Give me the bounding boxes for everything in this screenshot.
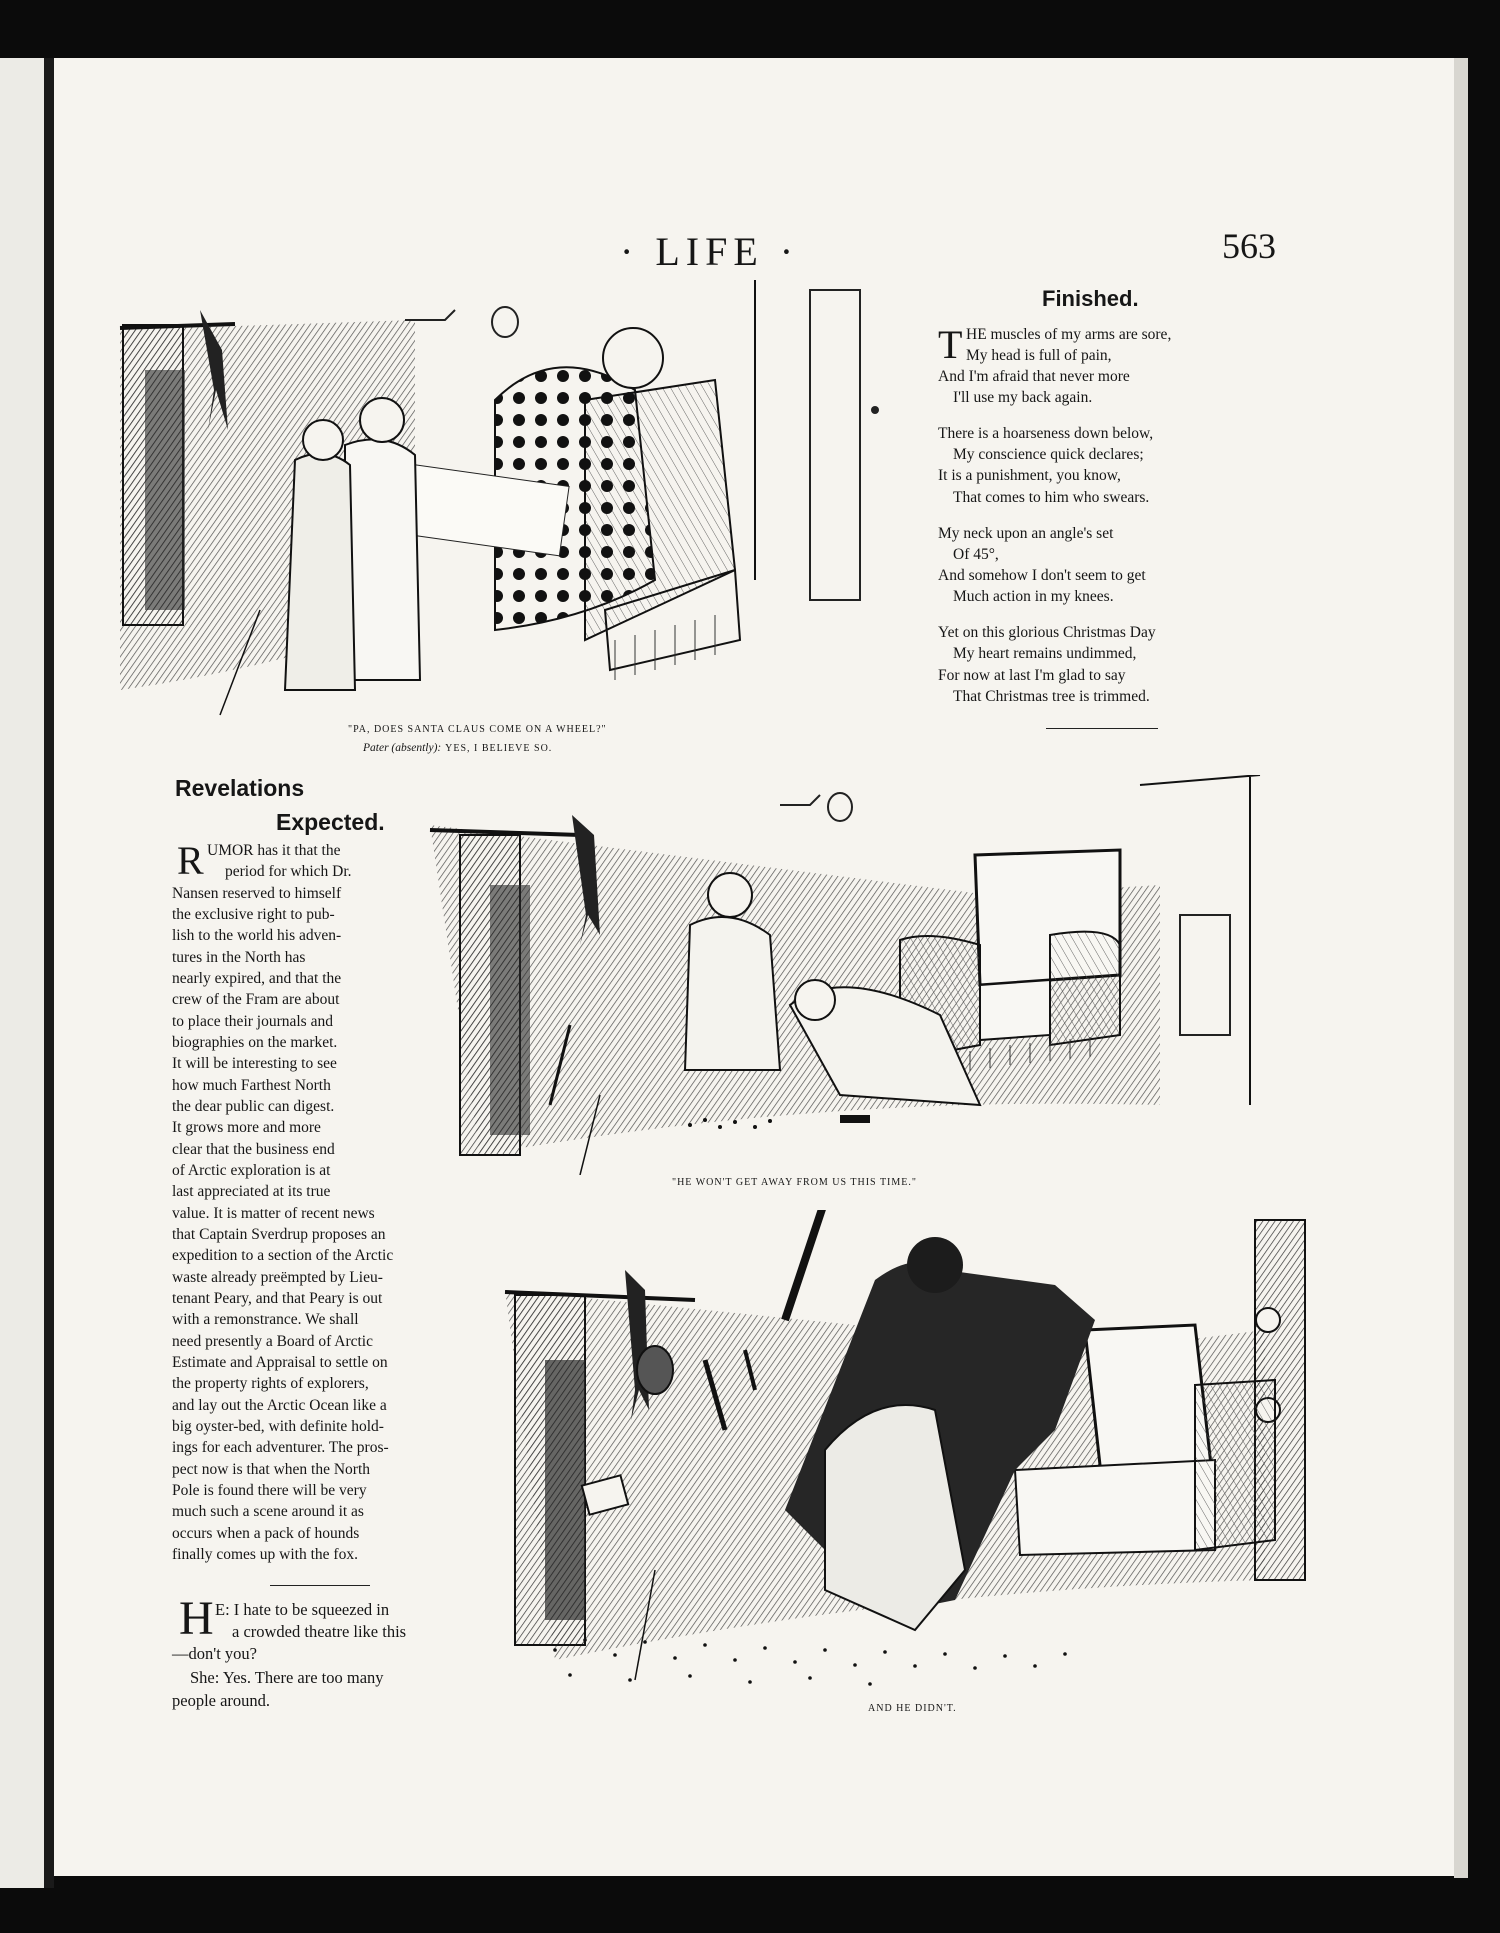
poem-line: That Christmas tree is trimmed. bbox=[953, 688, 1150, 705]
poem-drop-cap: T bbox=[938, 322, 963, 367]
article-line: UMOR has it that the bbox=[207, 842, 341, 859]
article-drop-cap: R bbox=[177, 838, 204, 883]
article-line: Estimate and Appraisal to settle on bbox=[172, 1354, 388, 1371]
cartoon1-caption-line1: "PA, DOES SANTA CLAUS COME ON A WHEEL?" bbox=[348, 724, 607, 735]
joke-drop-cap: H bbox=[179, 1592, 214, 1645]
cartoon3-caption: AND HE DIDN'T. bbox=[868, 1703, 957, 1714]
article-end-rule bbox=[270, 1585, 370, 1586]
cartoon1-caption-speaker: Pater (absently): bbox=[363, 742, 442, 754]
cartoon2-caption: "HE WON'T GET AWAY FROM US THIS TIME." bbox=[672, 1177, 917, 1188]
article-line: how much Farthest North bbox=[172, 1077, 331, 1094]
poem-end-rule bbox=[1046, 728, 1158, 729]
article-line: the dear public can digest. bbox=[172, 1098, 335, 1115]
poem-line: My heart remains undimmed, bbox=[953, 645, 1137, 662]
article-line: nearly expired, and that the bbox=[172, 970, 342, 987]
article-line: waste already preëmpted by Lieu- bbox=[172, 1269, 383, 1286]
joke-line: people around. bbox=[172, 1691, 271, 1710]
cartoon-burglar-falls-illustration bbox=[495, 1210, 1315, 1695]
poem-line: I'll use my back again. bbox=[953, 389, 1093, 406]
article-line: crew of the Fram are about bbox=[172, 991, 340, 1008]
article-line: expedition to a section of the Arctic bbox=[172, 1247, 394, 1264]
cartoon-boys-on-floor-illustration bbox=[420, 775, 1270, 1175]
article-line: and lay out the Arctic Ocean like a bbox=[172, 1397, 387, 1414]
article-line: tures in the North has bbox=[172, 949, 306, 966]
joke-line: E: I hate to be squeezed in bbox=[215, 1600, 390, 1619]
article-line: ings for each adventurer. The pros- bbox=[172, 1439, 389, 1456]
article-line: clear that the business end bbox=[172, 1141, 335, 1158]
article-title-line1: Revelations bbox=[175, 775, 305, 801]
poem-line: And somehow I don't seem to get bbox=[938, 567, 1146, 584]
poem-line: And I'm afraid that never more bbox=[938, 368, 1130, 385]
cartoon-santa-wheel-illustration bbox=[115, 280, 905, 720]
article-line: the exclusive right to pub- bbox=[172, 906, 335, 923]
joke-line: —don't you? bbox=[172, 1644, 258, 1663]
poem-line: My head is full of pain, bbox=[966, 347, 1112, 364]
article-line: occurs when a pack of hounds bbox=[172, 1525, 360, 1542]
article-line: Nansen reserved to himself bbox=[172, 885, 342, 902]
joke-line: a crowded theatre like this bbox=[232, 1622, 407, 1641]
article-line: biographies on the market. bbox=[172, 1034, 338, 1051]
poem-line: Of 45°, bbox=[953, 546, 999, 563]
article-line: of Arctic exploration is at bbox=[172, 1162, 331, 1179]
article-line: much such a scene around it as bbox=[172, 1503, 364, 1520]
article-line: to place their journals and bbox=[172, 1013, 333, 1030]
article-title-line2: Expected. bbox=[276, 809, 385, 835]
article-line: It grows more and more bbox=[172, 1119, 321, 1136]
article-line: Pole is found there will be very bbox=[172, 1482, 367, 1499]
masthead: · LIFE · bbox=[620, 229, 800, 274]
joke-line: She: Yes. There are too many bbox=[190, 1668, 384, 1687]
facing-page-edge bbox=[0, 58, 44, 1888]
cartoon1-caption-answer: YES, I BELIEVE SO. bbox=[445, 743, 553, 754]
article-line: It will be interesting to see bbox=[172, 1055, 337, 1072]
poem-line: My conscience quick declares; bbox=[953, 446, 1144, 463]
poem-line: Much action in my knees. bbox=[953, 588, 1114, 605]
poem-title: Finished. bbox=[1042, 286, 1139, 311]
article-line: last appreciated at its true bbox=[172, 1183, 331, 1200]
poem-line: That comes to him who swears. bbox=[953, 489, 1150, 506]
poem-line: My neck upon an angle's set bbox=[938, 525, 1114, 542]
article-line: need presently a Board of Arctic bbox=[172, 1333, 373, 1350]
article-line: the property rights of explorers, bbox=[172, 1375, 369, 1392]
article-line: pect now is that when the North bbox=[172, 1461, 371, 1478]
poem-line: It is a punishment, you know, bbox=[938, 467, 1121, 484]
article-line: period for which Dr. bbox=[225, 863, 352, 880]
poem-line: Yet on this glorious Christmas Day bbox=[938, 624, 1156, 641]
article-line: finally comes up with the fox. bbox=[172, 1546, 358, 1563]
page-number: 563 bbox=[1222, 226, 1276, 266]
article-line: tenant Peary, and that Peary is out bbox=[172, 1290, 383, 1307]
binding-gutter bbox=[44, 58, 54, 1888]
article-line: lish to the world his adven- bbox=[172, 927, 342, 944]
page-edge-right bbox=[1454, 58, 1468, 1878]
cartoon1-caption-line2 bbox=[363, 742, 552, 754]
poem-line: HE muscles of my arms are sore, bbox=[966, 326, 1172, 343]
article-line: value. It is matter of recent news bbox=[172, 1205, 375, 1222]
article-line: that Captain Sverdrup proposes an bbox=[172, 1226, 386, 1243]
article-line: big oyster-bed, with definite hold- bbox=[172, 1418, 384, 1435]
poem-line: There is a hoarseness down below, bbox=[938, 425, 1154, 442]
article-line: with a remonstrance. We shall bbox=[172, 1311, 359, 1328]
poem-line: For now at last I'm glad to say bbox=[938, 667, 1126, 684]
